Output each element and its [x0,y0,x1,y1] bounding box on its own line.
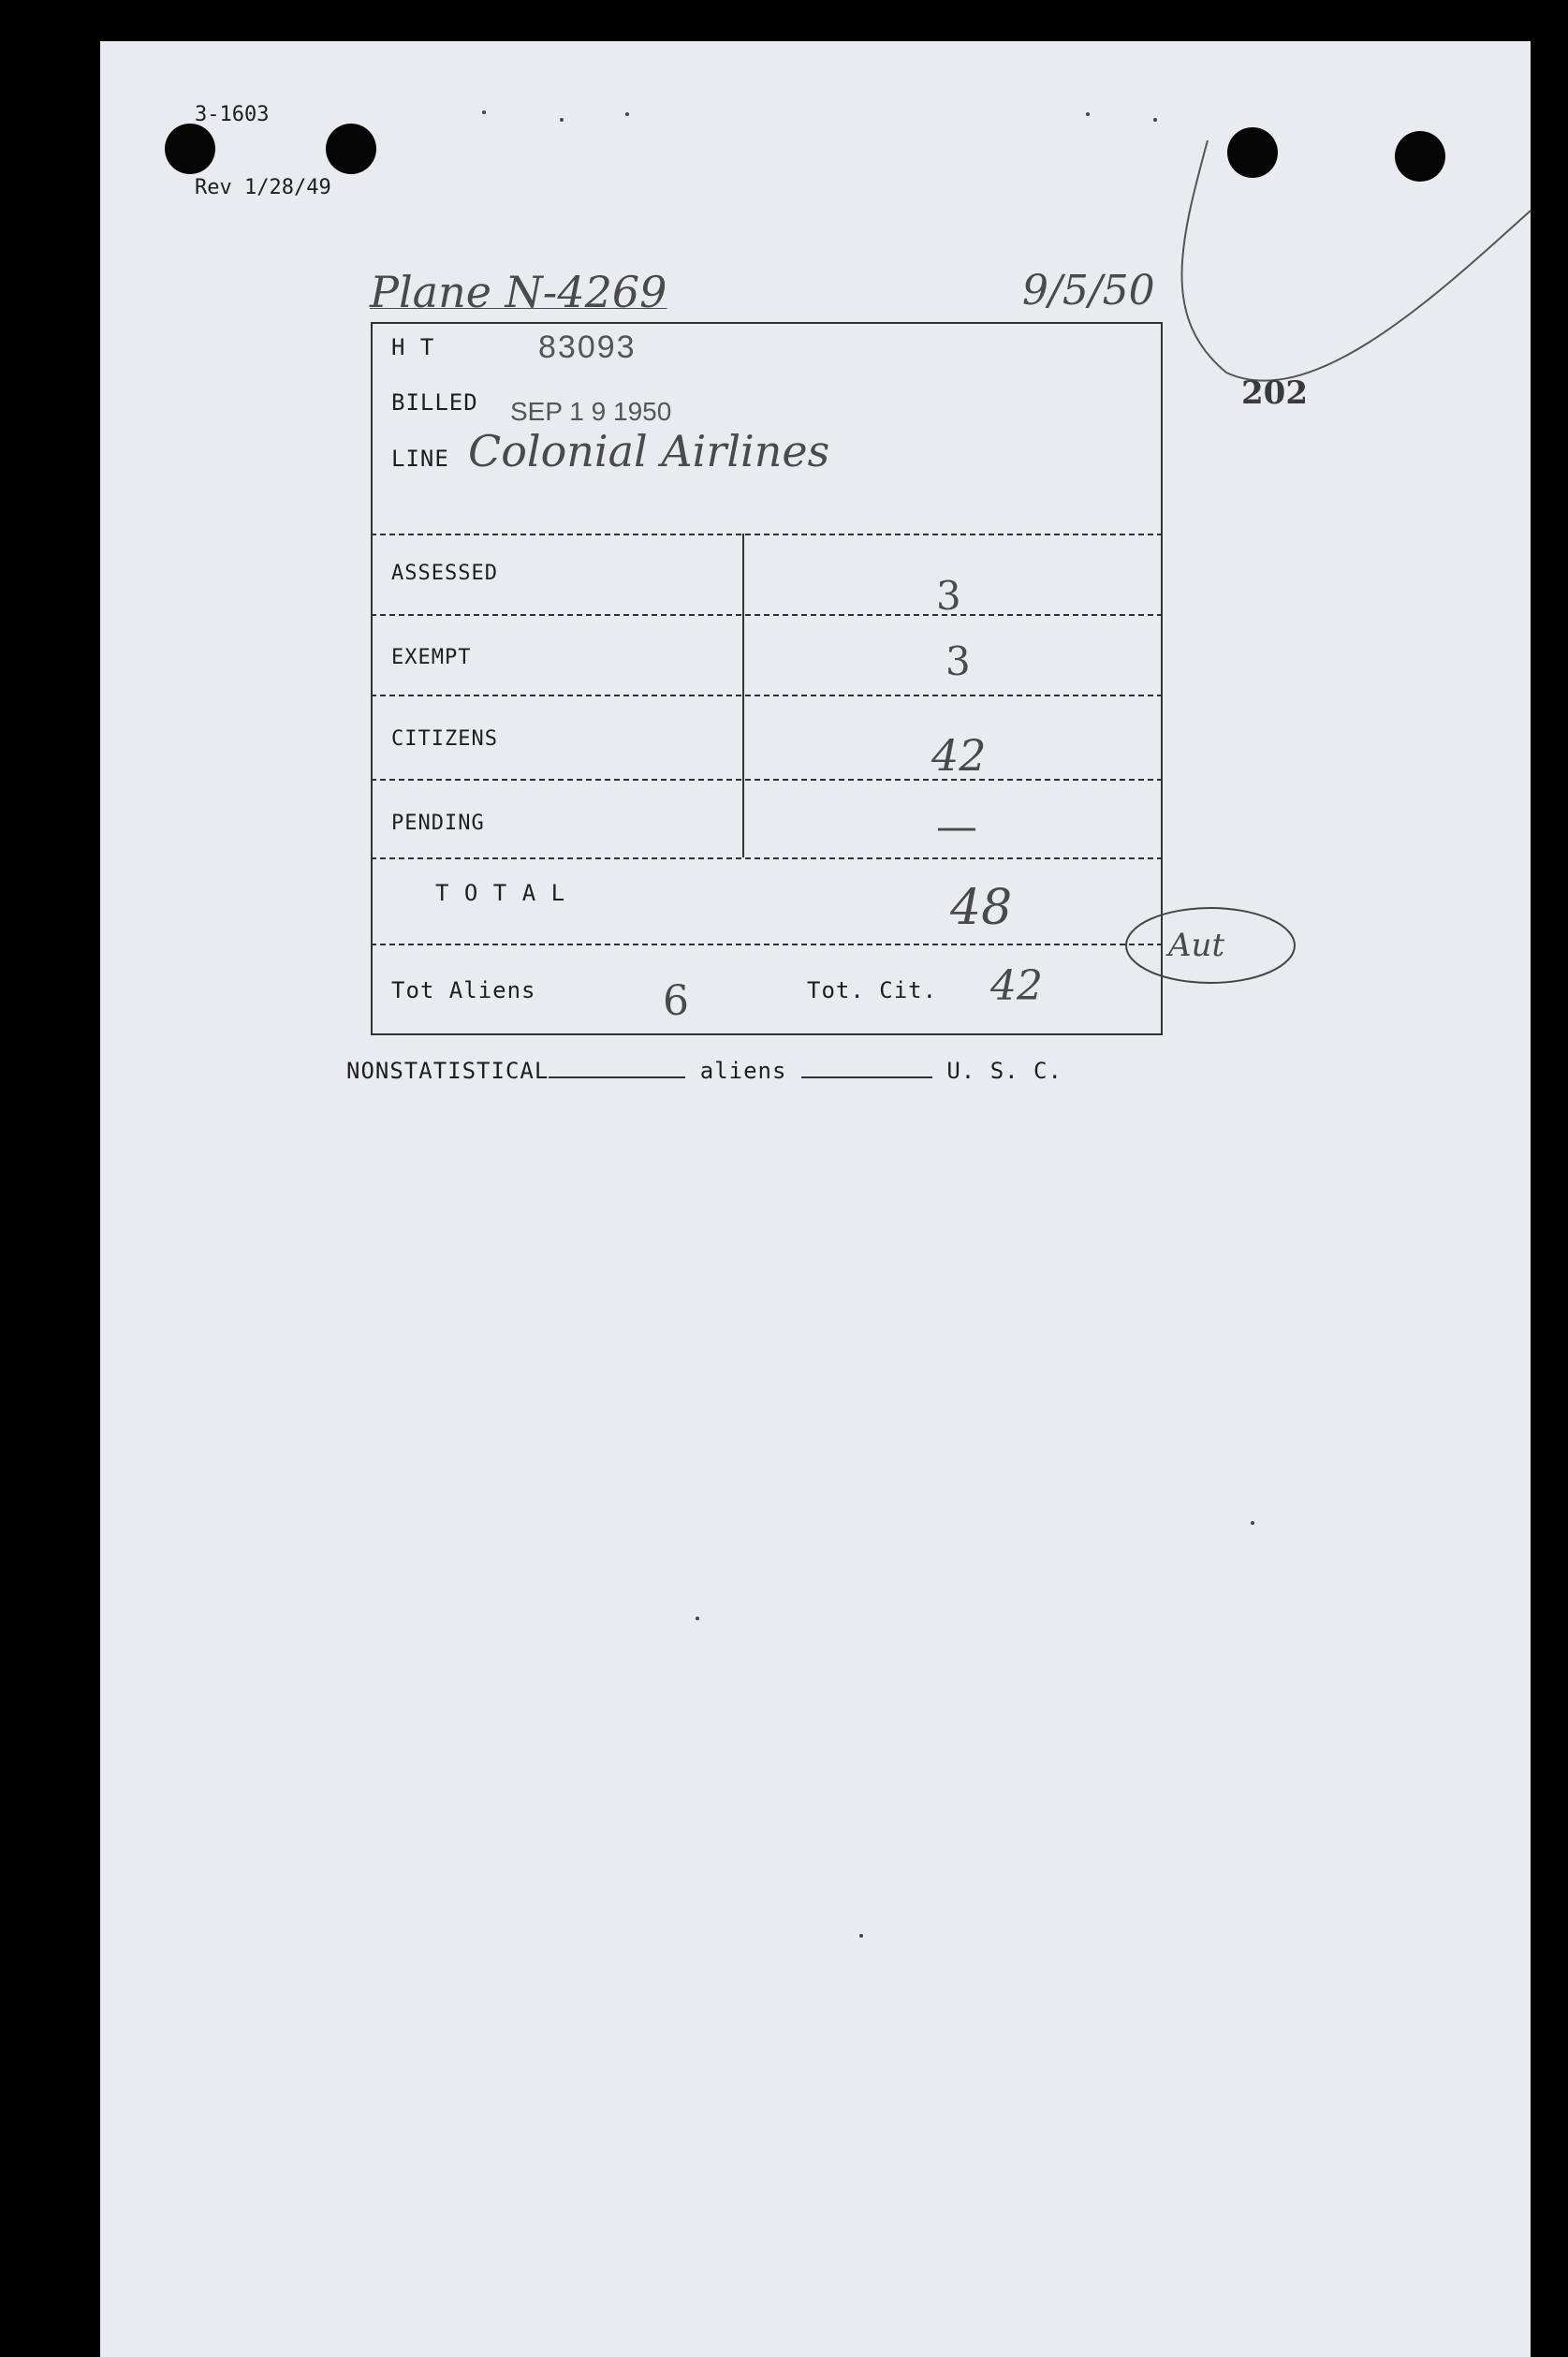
form-number-text: 3-1603 [195,103,270,126]
form-revision-text: Rev 1/28/49 [195,176,331,199]
tot-aliens-label: Tot Aliens [391,977,536,1003]
nonstatistical-label: NONSTATISTICAL [346,1058,550,1084]
row-divider [371,614,1163,616]
tot-cit-label: Tot. Cit. [807,977,938,1003]
initials: Aut [1168,927,1225,964]
speck [696,1617,699,1620]
row-label-exempt: EXEMPT [391,646,472,669]
usc-label: U. S. C. [946,1058,1062,1084]
row-divider [371,857,1163,859]
form-number [195,54,331,225]
ht-label: H T [391,334,435,360]
nonstatistical-line [346,1058,1062,1084]
aliens-label: aliens [699,1058,787,1084]
date-annotation: 9/5/50 [1022,267,1155,315]
punch-hole [326,124,376,174]
row-divider [371,695,1163,696]
row-value-exempt: 3 [945,638,971,684]
speck [1251,1521,1254,1525]
blank-underline [549,1076,685,1078]
row-divider [371,534,1163,535]
row-value-pending: — [936,803,977,851]
speck [625,112,629,116]
total-label: T O T A L [435,880,566,906]
speck [1086,112,1090,116]
speck [560,118,564,122]
line-label: LINE [391,446,449,472]
row-divider [371,779,1163,781]
page-number: 202 [1241,374,1308,412]
row-label-assessed: ASSESSED [391,562,498,585]
speck [482,110,486,114]
speck [859,1934,863,1938]
row-label-pending: PENDING [391,812,485,835]
row-value-citizens: 42 [931,730,987,781]
blank-underline [801,1076,932,1078]
airline-name: Colonial Airlines [468,426,830,476]
row-value-assessed: 3 [936,573,961,619]
tot-aliens-value: 6 [663,977,689,1025]
tot-cit-value: 42 [990,962,1043,1010]
row-label-citizens: CITIZENS [391,727,498,751]
speck [1153,118,1157,122]
plane-annotation: Plane N-4269 [370,267,667,317]
total-value: 48 [950,880,1013,936]
ht-number: 83093 [538,329,637,365]
row-divider [371,944,1163,945]
billed-label: BILLED [391,389,478,416]
column-divider [742,534,744,857]
billed-date-stamp: SEP 1 9 1950 [510,397,672,426]
pencil-curve [1151,131,1545,393]
